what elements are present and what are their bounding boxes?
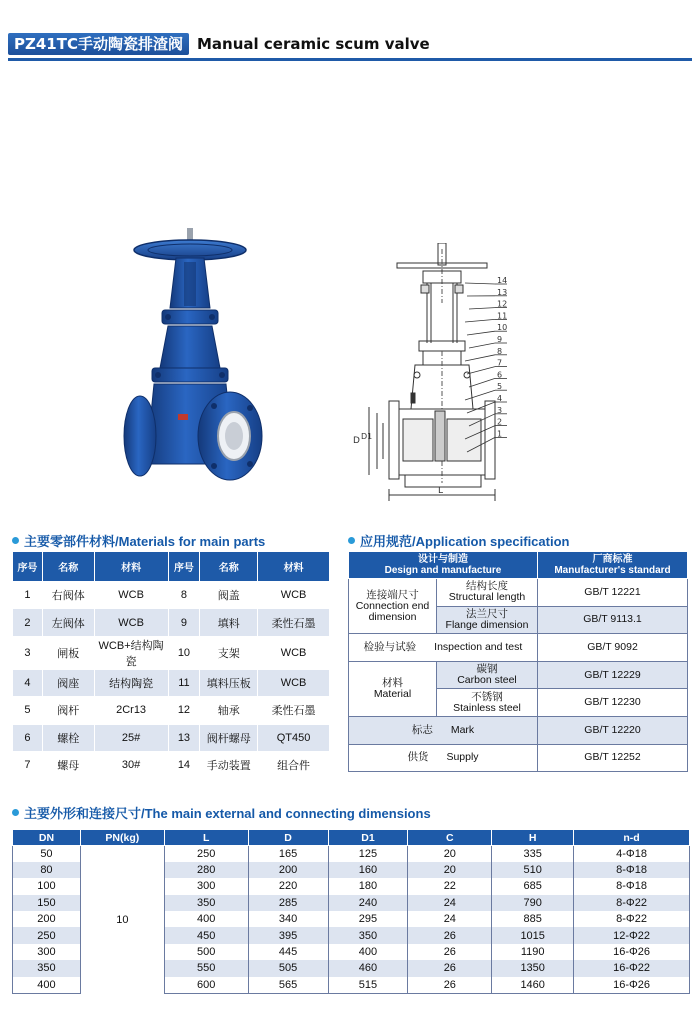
dim-cell: 26 <box>408 977 492 993</box>
dim-cell: 125 <box>328 846 408 862</box>
material-material-cell: WCB <box>258 669 330 696</box>
dim-cell: 400 <box>328 944 408 960</box>
dim-cell: 16-Φ26 <box>574 977 690 993</box>
material-material-cell: 柔性石墨 <box>258 697 330 724</box>
spec-flange: 法兰尺寸 Flange dimension <box>437 606 538 634</box>
model-badge: PZ41TC手动陶瓷排渣阀 <box>8 33 189 55</box>
spec-stainless-std: GB/T 12230 <box>538 689 688 717</box>
material-name-cell: 螺栓 <box>42 724 94 751</box>
spec-stainless: 不锈钢 Stainless steel <box>437 689 538 717</box>
dim-cell: 400 <box>13 977 81 993</box>
material-name-cell: 螺母 <box>42 751 94 778</box>
dim-cell: 565 <box>248 977 328 993</box>
dim-cell: 220 <box>248 878 328 894</box>
dim-col-3: D <box>248 830 328 846</box>
callout-number: 1 <box>497 429 503 439</box>
dim-cell: 8-Φ22 <box>574 895 690 911</box>
dim-cell: 300 <box>13 944 81 960</box>
spec-header-right: 厂商标准 Manufacturer's standard <box>538 552 688 579</box>
bullet-icon <box>348 537 355 544</box>
material-material-cell: 结构陶瓷 <box>94 669 168 696</box>
dim-cell: 350 <box>164 895 248 911</box>
dim-cell: 26 <box>408 944 492 960</box>
dim-cell: 335 <box>492 846 574 862</box>
dim-cell: 8-Φ18 <box>574 878 690 894</box>
spec-structural-std: GB/T 12221 <box>538 579 688 607</box>
dim-cell: 1015 <box>492 927 574 943</box>
dim-cell: 8-Φ18 <box>574 862 690 878</box>
spec-carbon: 碳钢 Carbon steel <box>437 661 538 689</box>
col-material-2: 材料 <box>258 552 330 582</box>
table-row <box>13 724 330 751</box>
bullet-icon <box>12 809 19 816</box>
material-no-cell: 14 <box>168 751 200 778</box>
material-no-cell: 7 <box>13 751 43 778</box>
page-header <box>8 33 430 55</box>
materials-table <box>12 551 330 779</box>
material-no-cell: 8 <box>168 582 200 609</box>
dim-cell: 16-Φ22 <box>574 960 690 976</box>
col-name-2: 名称 <box>200 552 258 582</box>
dim-cell: 200 <box>13 911 81 927</box>
table-row <box>13 697 330 724</box>
dim-cell: 100 <box>13 878 81 894</box>
callout-leader <box>465 390 495 400</box>
handwheel <box>134 240 246 260</box>
dim-cell: 445 <box>248 944 328 960</box>
materials-heading: 主要零部件材料/Materials for main parts <box>12 531 265 550</box>
material-name-cell: 阀杆 <box>42 697 94 724</box>
dim-cell: 600 <box>164 977 248 993</box>
callout-leader <box>469 343 495 348</box>
dim-cell: 20 <box>408 846 492 862</box>
spec-table <box>348 551 688 772</box>
callout-leader <box>465 355 495 361</box>
table-row <box>13 582 330 609</box>
material-no-cell: 4 <box>13 669 43 696</box>
material-name-cell: 右阀体 <box>42 582 94 609</box>
callout-leader <box>469 378 495 387</box>
material-name-cell: 填料 <box>200 609 258 636</box>
dim-cell: 450 <box>164 927 248 943</box>
material-material-cell: WCB <box>94 609 168 636</box>
dim-cell: 160 <box>328 862 408 878</box>
material-name-cell: 阀座 <box>42 669 94 696</box>
dim-cell: 1350 <box>492 960 574 976</box>
dim-cell: 400 <box>164 911 248 927</box>
callout-number: 5 <box>497 382 503 392</box>
material-material-cell: 2Cr13 <box>94 697 168 724</box>
dim-cell: 200 <box>248 862 328 878</box>
dim-cell: 685 <box>492 878 574 894</box>
dim-col-2: L <box>164 830 248 846</box>
dim-col-5: C <box>408 830 492 846</box>
dim-cell: 350 <box>328 927 408 943</box>
dim-cell: 350 <box>13 960 81 976</box>
callout-number: 6 <box>497 370 503 380</box>
table-row <box>13 669 330 696</box>
dim-cell: 500 <box>164 944 248 960</box>
dim-cell: 24 <box>408 911 492 927</box>
material-material-cell: WCB <box>258 582 330 609</box>
dim-cell: 885 <box>492 911 574 927</box>
dim-cell: 250 <box>13 927 81 943</box>
col-no-2: 序号 <box>168 552 200 582</box>
table-row <box>13 636 330 669</box>
material-name-cell: 轴承 <box>200 697 258 724</box>
material-material-cell: 25# <box>94 724 168 751</box>
callout-number: 10 <box>497 323 508 333</box>
dimensions-table <box>12 829 690 994</box>
dim-cell: 250 <box>164 846 248 862</box>
dim-cell: 240 <box>328 895 408 911</box>
callout-number: 14 <box>497 276 508 285</box>
material-material-cell: 组合件 <box>258 751 330 778</box>
material-no-cell: 3 <box>13 636 43 669</box>
dim-cell: 550 <box>164 960 248 976</box>
col-name-1: 名称 <box>42 552 94 582</box>
dim-col-7: n-d <box>574 830 690 846</box>
spec-header-left: 设计与制造 Design and manufacture <box>349 552 538 579</box>
dim-cell: 300 <box>164 878 248 894</box>
dim-col-1: PN(kg) <box>80 830 164 846</box>
dim-col-4: D1 <box>328 830 408 846</box>
material-no-cell: 6 <box>13 724 43 751</box>
material-material-cell: QT450 <box>258 724 330 751</box>
spec-heading: 应用规范/Application specification <box>348 531 569 550</box>
spec-supply-std: GB/T 12252 <box>538 744 688 772</box>
callout-leader <box>467 402 495 413</box>
material-material-cell: WCB <box>258 636 330 669</box>
callout-leader <box>465 283 495 284</box>
material-name-cell: 填料压板 <box>200 669 258 696</box>
material-name-cell: 阀杆螺母 <box>200 724 258 751</box>
dim-cell: 295 <box>328 911 408 927</box>
dim-cell: 515 <box>328 977 408 993</box>
dim-col-6: H <box>492 830 574 846</box>
material-no-cell: 12 <box>168 697 200 724</box>
dim-cell: 12-Φ22 <box>574 927 690 943</box>
valve-section-drawing <box>345 243 520 508</box>
dim-cell: 460 <box>328 960 408 976</box>
header-divider <box>8 58 692 61</box>
spec-mark-std: GB/T 12220 <box>538 716 688 744</box>
bullet-icon <box>12 537 19 544</box>
dim-cell: 8-Φ22 <box>574 911 690 927</box>
dim-col-0: DN <box>13 830 81 846</box>
material-no-cell: 11 <box>168 669 200 696</box>
dim-cell: 150 <box>13 895 81 911</box>
dim-d1-label: D1 <box>361 432 373 441</box>
material-name-cell: 手动装置 <box>200 751 258 778</box>
dim-cell: 285 <box>248 895 328 911</box>
dim-d-label: D <box>353 436 360 446</box>
dim-cell: 395 <box>248 927 328 943</box>
spec-inspection-std: GB/T 9092 <box>538 634 688 662</box>
dim-cell: 26 <box>408 927 492 943</box>
dim-cell: 280 <box>164 862 248 878</box>
dim-cell: 16-Φ26 <box>574 944 690 960</box>
material-name-cell: 左阀体 <box>42 609 94 636</box>
spec-structural: 结构长度 Structural length <box>437 579 538 607</box>
dim-cell: 510 <box>492 862 574 878</box>
material-material-cell: WCB+结构陶瓷 <box>94 636 168 669</box>
spec-inspection: 检验与试验 Inspection and test <box>349 634 538 662</box>
callout-leader <box>467 331 495 335</box>
callout-leader <box>467 367 495 374</box>
material-no-cell: 2 <box>13 609 43 636</box>
spec-flange-std: GB/T 9113.1 <box>538 606 688 634</box>
material-name-cell: 支架 <box>200 636 258 669</box>
material-name-cell: 阀盖 <box>200 582 258 609</box>
dim-cell: 1460 <box>492 977 574 993</box>
pn-cell: 10 <box>80 846 164 994</box>
dim-cell: 340 <box>248 911 328 927</box>
callout-number: 8 <box>497 346 503 356</box>
material-no-cell: 10 <box>168 636 200 669</box>
dim-cell: 165 <box>248 846 328 862</box>
material-material-cell: 柔性石墨 <box>258 609 330 636</box>
spec-carbon-std: GB/T 12229 <box>538 661 688 689</box>
page-title: Manual ceramic scum valve <box>197 35 430 53</box>
dim-cell: 790 <box>492 895 574 911</box>
callout-leader <box>469 308 495 309</box>
dim-cell: 20 <box>408 862 492 878</box>
material-material-cell: 30# <box>94 751 168 778</box>
spec-material: 材料 Material <box>349 661 437 716</box>
callout-number: 13 <box>497 287 508 297</box>
callout-number: 4 <box>497 394 503 403</box>
material-no-cell: 5 <box>13 697 43 724</box>
col-material-1: 材料 <box>94 552 168 582</box>
callout-number: 12 <box>497 299 508 309</box>
spec-supply: 供货 Supply <box>349 744 538 772</box>
dim-cell: 50 <box>13 846 81 862</box>
dim-cell: 80 <box>13 862 81 878</box>
material-no-cell: 9 <box>168 609 200 636</box>
callout-number: 2 <box>497 417 503 427</box>
dimensions-heading: 主要外形和连接尺寸/The main external and connecting dimensions <box>12 803 431 822</box>
table-row <box>13 751 330 778</box>
valve-product-photo <box>118 228 268 490</box>
callout-number: 7 <box>497 358 503 368</box>
spec-mark: 标志 Mark <box>349 716 538 744</box>
dim-cell: 4-Φ18 <box>574 846 690 862</box>
material-name-cell: 闸板 <box>42 636 94 669</box>
dim-cell: 22 <box>408 878 492 894</box>
col-no-1: 序号 <box>13 552 43 582</box>
callout-number: 11 <box>497 311 508 321</box>
dim-l-label: L <box>438 486 444 496</box>
dim-cell: 24 <box>408 895 492 911</box>
callout-leader <box>465 319 495 322</box>
dim-cell: 26 <box>408 960 492 976</box>
dim-cell: 1190 <box>492 944 574 960</box>
table-row <box>13 609 330 636</box>
table-row <box>13 846 690 862</box>
spec-connection: 连接端尺寸 Connection end dimension <box>349 579 437 634</box>
dim-cell: 180 <box>328 878 408 894</box>
callout-number: 3 <box>497 405 503 415</box>
callout-number: 9 <box>497 335 503 344</box>
dim-cell: 505 <box>248 960 328 976</box>
material-no-cell: 1 <box>13 582 43 609</box>
material-no-cell: 13 <box>168 724 200 751</box>
material-material-cell: WCB <box>94 582 168 609</box>
